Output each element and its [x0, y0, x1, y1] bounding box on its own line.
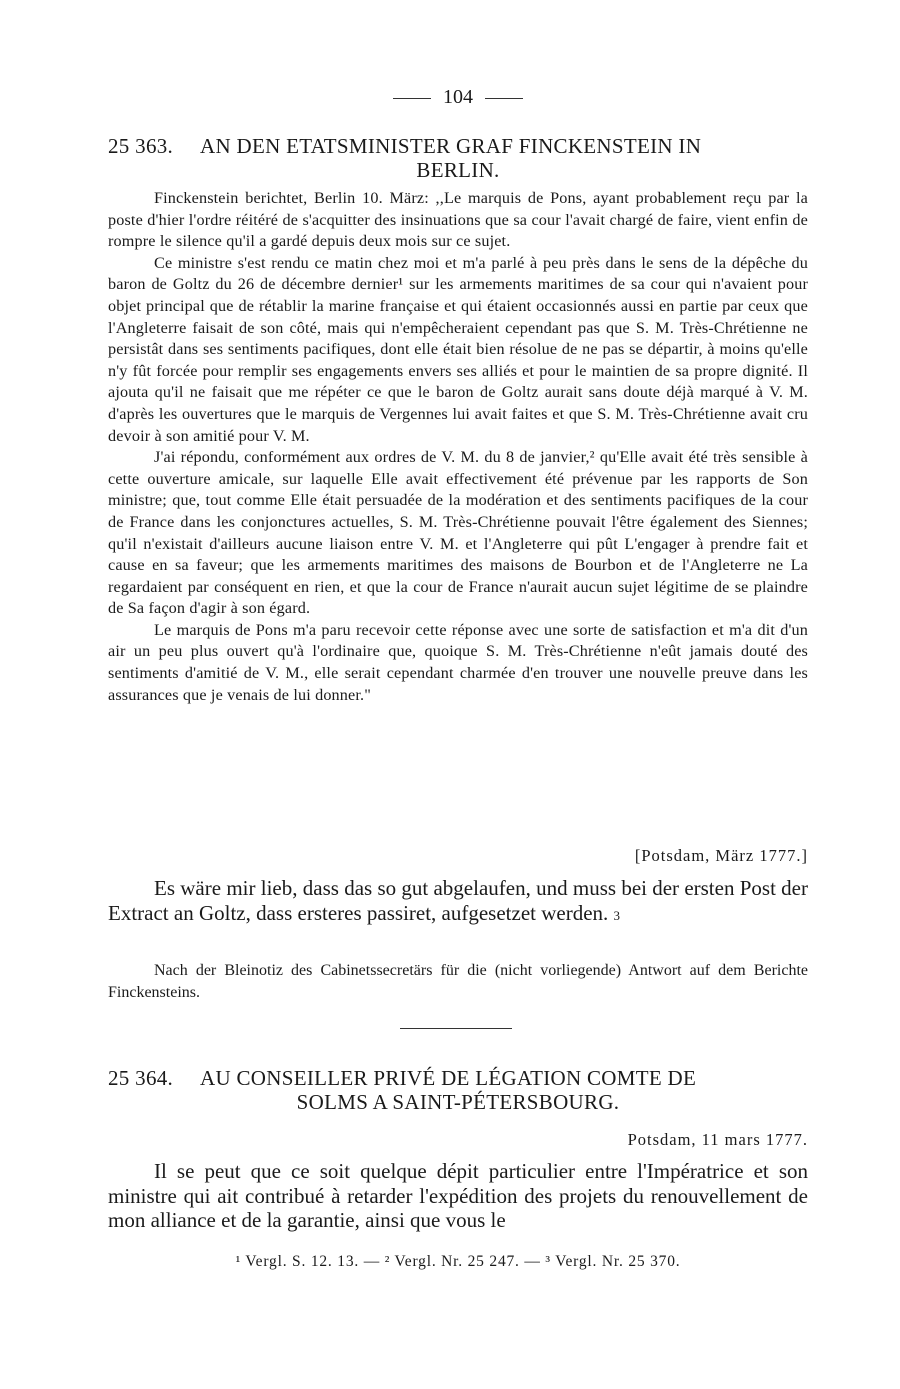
letter1-heading: [108, 134, 808, 182]
resolution-text: Es wäre mir lieb, dass das so gut abgelaufen, und muss bei der ersten Post der Extract an Goltz, dass ersteres passiret, aufgesetzet werden.: [108, 876, 808, 925]
header-rule-right: [485, 98, 523, 99]
letter2-number: 25 364.: [108, 1066, 174, 1090]
letter1-body: [108, 188, 808, 706]
footnote-ref-3: 3: [613, 907, 621, 923]
footnotes: ¹ Vergl. S. 12. 13. — ² Vergl. Nr. 25 247. — ³ Vergl. Nr. 25 370.: [235, 1253, 681, 1270]
letter1-paragraph: Ce ministre s'est rendu ce matin chez moi et m'a parlé à peu près dans le sens de la dépêche du baron de Goltz du 26 de décembre dernier¹ sur les armements maritimes de sa cour qui n'avaient pour objet principal que de rétablir la marine française et qui étaient occasionnés aussi en partie par ceux que l'Angleterre faisait de son côté, mais qui n'empêcheraient cependant pas que S. M. Très-Chrétienne ne persistât dans ses sentiments pacifiques, dont elle était bien résolue de ne pas se départir, à moins qu'elle n'y fût forcée pour remplir ses engagements envers ses alliés et pour le maintien de sa propre dignité. Il ajouta qu'il ne faisait que me répéter ce que le baron de Goltz aurait sans doute déjà marqué à V. M. d'après les ouvertures que le marquis de Vergennes lui avait faites et que S. M. Très-Chrétienne avait cru devoir à son amitié pour V. M.: [108, 253, 808, 445]
letter2-body: [108, 1159, 808, 1233]
header-rule-left: [393, 98, 431, 99]
letter2-text: Il se peut que ce soit quelque dépit particulier entre l'Impératrice et son ministre qui ait contribué à retarder l'expédition des projets du renouvellement de mon alliance et de la garantie, ainsi que vous le: [108, 1159, 808, 1232]
letter2-title-line1: AU CONSEILLER PRIVÉ DE LÉGATION COMTE DE: [200, 1066, 697, 1090]
letter2-dateline: Potsdam, 11 mars 1777.: [627, 1130, 808, 1149]
letter1-number: 25 363.: [108, 134, 174, 158]
letter1-title-line2: BERLIN.: [416, 158, 500, 182]
cabinet-note: Nach der Bleinotiz des Cabinetssecretärs für die (nicht vorliegende) Antwort auf dem Berichte Finckensteins.: [108, 962, 808, 1001]
section-divider: [400, 1028, 512, 1029]
letter1-paragraph: Le marquis de Pons m'a paru recevoir cette réponse avec une sorte de satisfaction et m'a dit d'un air un peu plus ouvert qu'à l'ordinaire que, quoique S. M. Très-Chrétienne n'eût jamais douté des sentiments d'amitié de V. M., elle serait cependant charmée d'en trouver une nouvelle preuve dans les assurances que je venais de lui donner.": [108, 620, 808, 704]
letter1-dateline: [Potsdam, März 1777.]: [634, 846, 808, 865]
page-header: [108, 86, 808, 109]
letter2-title-line2: SOLMS A SAINT-PÉTERSBOURG.: [296, 1090, 620, 1114]
letter1-title-line1: AN DEN ETATSMINISTER GRAF FINCKENSTEIN IN: [200, 134, 702, 158]
letter1-note: [108, 960, 808, 1003]
letter1-paragraph: Finckenstein berichtet, Berlin 10. März: ,,Le marquis de Pons, ayant probablement reçu par la poste d'hier l'ordre réitéré de s'acquitter des insinuations que sa cour l'avait chargé de faire, vient enfin de rompre le silence qu'il a gardé depuis deux mois sur ce sujet.: [108, 189, 808, 251]
letter1-resolution: [108, 876, 808, 928]
letter2-heading: [108, 1066, 808, 1114]
page-number: 104: [443, 86, 473, 108]
letter1-paragraph: J'ai répondu, conformément aux ordres de V. M. du 8 de janvier,² qu'Elle avait été très sensible à cette ouverture amicale, sur laquelle Elle avait effectivement été prévenue par les rapports de Son ministre; que, tout comme Elle était persuadée de la modération et des sentiments pacifiques de la cour de France dans les conjonctures actuelles, S. M. Très-Chrétienne pouvait l'être également des Siennes; qu'il n'existait d'ailleurs aucune liaison entre V. M. et l'Angleterre qui pût L'engager à prendre fait et cause en sa faveur; que les armements maritimes des maisons de Bourbon et de l'Angleterre ne La regardaient par conséquent en rien, et que la cour de France n'aurait aucun sujet légitime de se plaindre de Sa façon d'agir à son égard.: [108, 448, 808, 618]
